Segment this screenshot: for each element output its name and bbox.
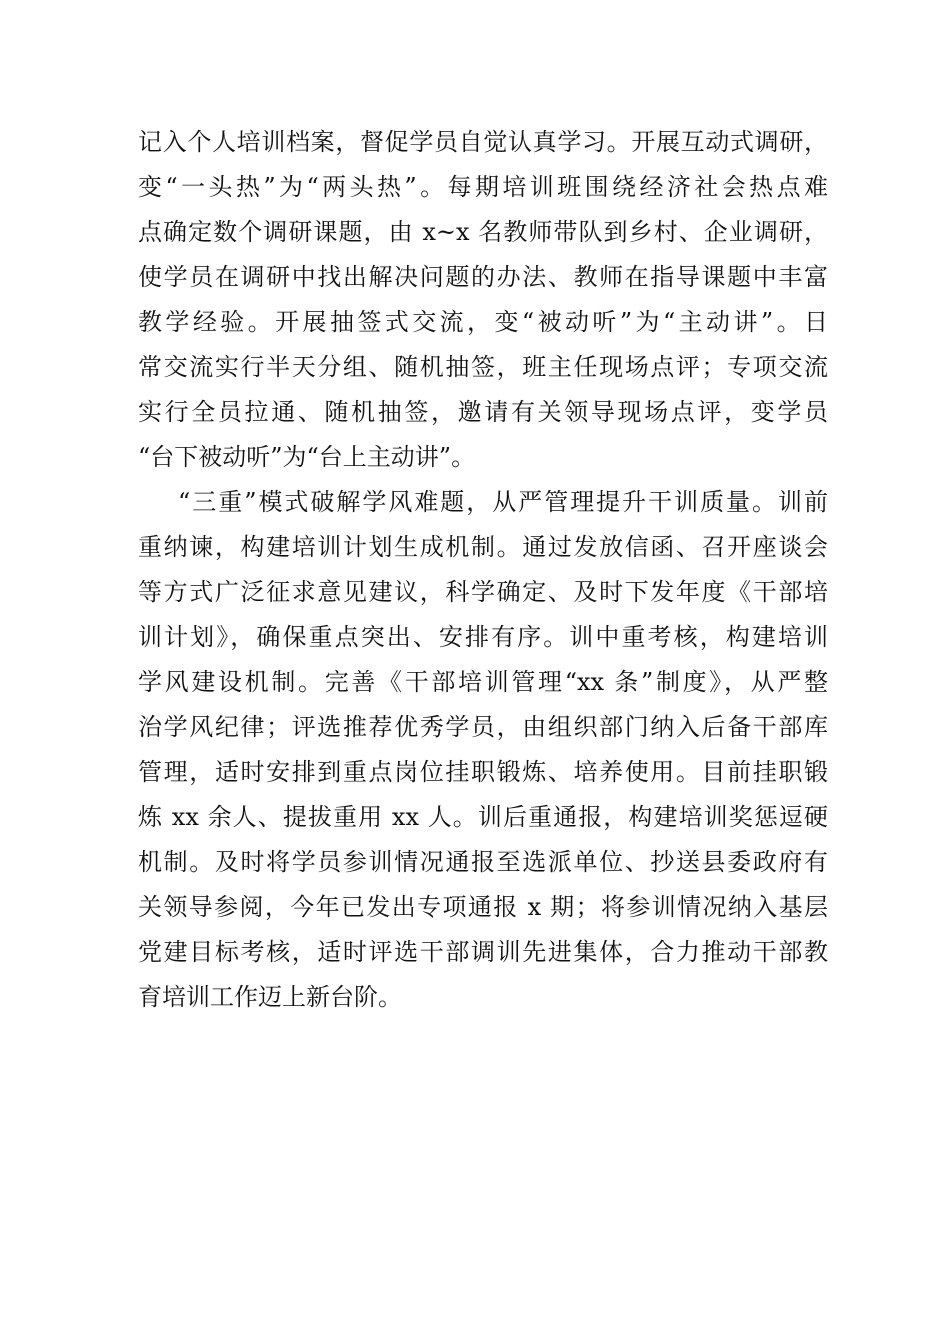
text-line: 管理，适时安排到重点岗位挂职锻炼、培养使用。目前挂职锻 — [138, 758, 828, 786]
document-body — [138, 120, 828, 1020]
text-line: 治学风纪律；评选推荐优秀学员，由组织部门纳入后备干部库 — [138, 713, 828, 741]
text-line: 常交流实行半天分组、随机抽签，班主任现场点评；专项交流 — [138, 353, 828, 381]
text-line: “台下被动听”为“台上主动讲”。 — [138, 443, 476, 471]
text-line: 教学经验。开展抽签式交流，变“被动听”为“主动讲”。日 — [138, 308, 828, 336]
text-line: 记入个人培训档案，督促学员自觉认真学习。开展互动式调研， — [138, 128, 828, 156]
text-line: 训计划》，确保重点突出、安排有序。训中重考核，构建培训 — [138, 623, 828, 651]
text-line: 炼 xx 余人、提拔重用 xx 人。训后重通报，构建培训奖惩逗硬 — [138, 803, 828, 831]
paragraph — [138, 480, 828, 1020]
text-line: 点确定数个调研课题，由 x~x 名教师带队到乡村、企业调研， — [138, 218, 828, 246]
text-line: 学风建设机制。完善《干部培训管理“xx 条”制度》，从严整 — [138, 668, 828, 696]
text-line: 实行全员拉通、随机抽签，邀请有关领导现场点评，变学员 — [138, 398, 828, 426]
text-line: 关领导参阅，今年已发出专项通报 x 期；将参训情况纳入基层 — [138, 893, 828, 921]
text-line: 育培训工作迈上新台阶。 — [138, 983, 402, 1011]
text-line: 等方式广泛征求意见建议，科学确定、及时下发年度《干部培 — [138, 578, 828, 606]
text-line: 重纳谏，构建培训计划生成机制。通过发放信函、召开座谈会 — [138, 533, 828, 561]
text-line: 变“一头热”为“两头热”。每期培训班围绕经济社会热点难 — [138, 173, 828, 201]
text-line: 机制。及时将学员参训情况通报至选派单位、抄送县委政府有 — [138, 848, 828, 876]
text-line: “三重”模式破解学风难题，从严管理提升干训质量。训前 — [178, 488, 828, 516]
paragraph — [138, 120, 828, 480]
text-line: 使学员在调研中找出解决问题的办法、教师在指导课题中丰富 — [138, 263, 828, 291]
text-line: 党建目标考核，适时评选干部调训先进集体，合力推动干部教 — [138, 938, 828, 966]
